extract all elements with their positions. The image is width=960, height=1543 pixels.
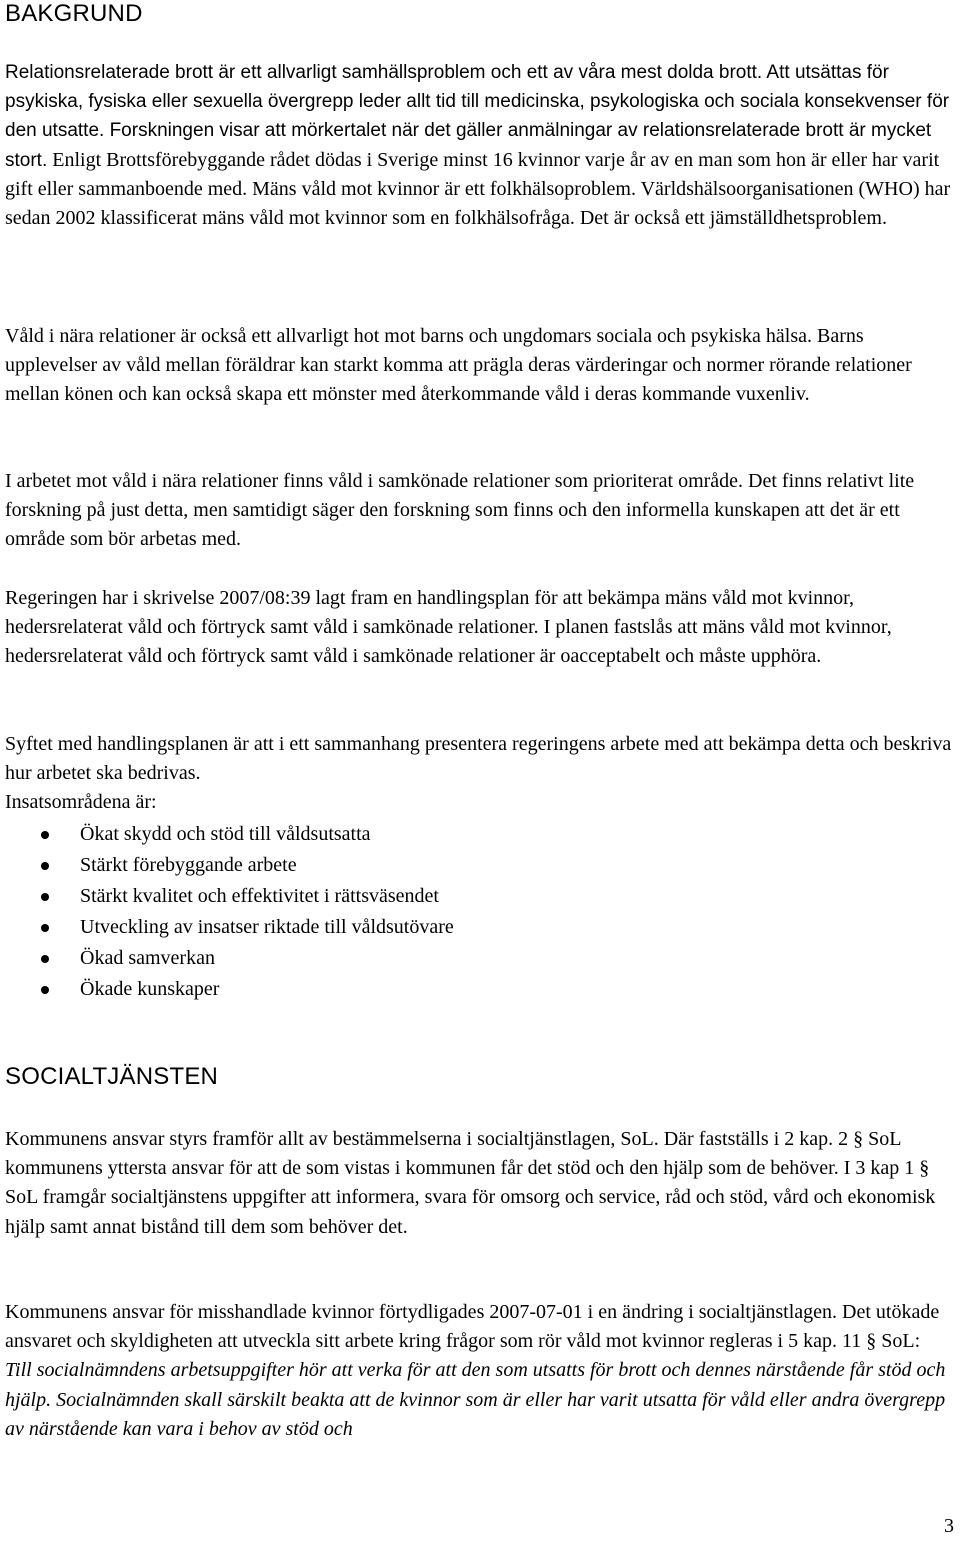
section-heading-bakgrund: BAKGRUND (5, 0, 143, 27)
bullet-icon (41, 831, 49, 839)
paragraph-government (5, 584, 957, 672)
paragraph-law-change-text: Kommunens ansvar för misshandlade kvinnor förtydligades 2007-07-01 i en ändring i socialtjänstlagen. Det utökade ansvaret och skyldigheten att utveckla sitt arbete kring frågor som rör våld mot kvinnor regleras i 5 kap. 11 § SoL: (5, 1301, 940, 1353)
list-item-text: Utveckling av insatser riktade till våldsutövare (80, 916, 454, 938)
bullet-icon (41, 893, 49, 901)
bullet-icon (41, 955, 49, 963)
paragraph-purpose (5, 730, 957, 818)
law-quote: Till socialnämndens arbetsuppgifter hör att verka för att den som utsatts för brott och dennes närstående får stöd och hjälp. Socialnämnden skall särskilt beakta att de kvinnor som är eller har varit utsatta för våld eller andra övergrepp av närstående kan vara i behov av stöd och (5, 1359, 946, 1440)
list-item (5, 943, 905, 974)
list-item (5, 881, 905, 912)
paragraph-intro (5, 58, 957, 233)
list-item (5, 819, 905, 850)
paragraph-children-text: Våld i nära relationer är också ett allvarligt hot mot barns och ungdomars sociala och psykiska hälsa. Barns upplevelser av våld mellan föräldrar kan starkt komma att prägla deras värderingar och normer rörande relationer mellan könen och kan också skapa ett mönster med återkommande våld i deras kommande vuxenliv. (5, 325, 912, 406)
paragraph-municipal-responsibility (5, 1125, 957, 1242)
list-item-text: Ökade kunskaper (80, 978, 220, 1000)
section-heading-socialtjansten: SOCIALTJÄNSTEN (5, 1063, 219, 1090)
list-item-text: Ökat skydd och stöd till våldsutsatta (80, 823, 371, 845)
bullet-list-insatsomraden (5, 819, 905, 1005)
document-page (5, 0, 957, 1543)
paragraph-intro-serif: Enligt Brottsförebyggande rådet dödas i Sverige minst 16 kvinnor varje år av en man som hon är eller har varit gift eller sammanboende med. Mäns våld mot kvinnor är ett folkhälsoproblem. Världshälsoorganisationen (WHO) har sedan 2002 klassificerat mäns våld mot kvinnor som en folkhälsofråga. Det är också ett jämställdhetsproblem. (5, 148, 951, 230)
paragraph-law-change (5, 1298, 957, 1444)
list-item (5, 974, 905, 1005)
list-item-text: Stärkt kvalitet och effektivitet i rättsväsendet (80, 885, 439, 907)
paragraph-purpose-text: Syftet med handlingsplanen är att i ett sammanhang presentera regeringens arbete med att bekämpa detta och beskriva hur arbetet ska bedrivas. (5, 733, 952, 785)
list-intro: Insatsområdena är: (5, 791, 157, 814)
paragraph-municipal-responsibility-text: Kommunens ansvar styrs framför allt av bestämmelserna i socialtjänstlagen, SoL. Där fastställs i 2 kap. 2 § SoL kommunens yttersta ansvar för att de som vistas i kommunen får det stöd och den hjälp som de behöver. I 3 kap 1 § SoL framgår socialtjänstens uppgifter att informera, svara för omsorg och service, råd och stöd, vård och ekonomisk hjälp samt annat bistånd till dem som behöver det. (5, 1128, 936, 1238)
bullet-icon (41, 986, 49, 994)
page-number: 3 (944, 1515, 954, 1537)
bullet-icon (41, 862, 49, 870)
paragraph-children (5, 322, 957, 410)
paragraph-same-sex-text: I arbetet mot våld i nära relationer finns våld i samkönade relationer som prioriterat område. Det finns relativt lite forskning på just detta, men samtidigt säger den forskning som finns och den informella kunskapen att det är ett område som bör arbetas med. (5, 470, 915, 551)
paragraph-intro-sans: Relationsrelaterade brott är ett allvarligt samhällsproblem och ett av våra mest dolda brott. Att utsättas för psykiska, fysiska eller sexuella övergrepp leder allt tid till medicinska, psykologiska och sociala konsekvenser för den utsatte. Forskningen visar att mörkertalet när det gäller anmälningar av relationsrelaterade brott är mycket stort. (5, 62, 950, 171)
list-item (5, 912, 905, 943)
list-item-text: Ökad samverkan (80, 947, 215, 969)
list-item (5, 850, 905, 881)
paragraph-government-text: Regeringen har i skrivelse 2007/08:39 lagt fram en handlingsplan för att bekämpa mäns våld mot kvinnor, hedersrelaterat våld och förtryck samt våld i samkönade relationer. I planen fastslås att mäns våld mot kvinnor, hedersrelaterat våld och förtryck samt våld i samkönade relationer är oacceptabelt och måste upphöra. (5, 587, 892, 668)
bullet-icon (41, 924, 49, 932)
list-item-text: Stärkt förebyggande arbete (80, 854, 297, 876)
paragraph-same-sex (5, 467, 957, 555)
